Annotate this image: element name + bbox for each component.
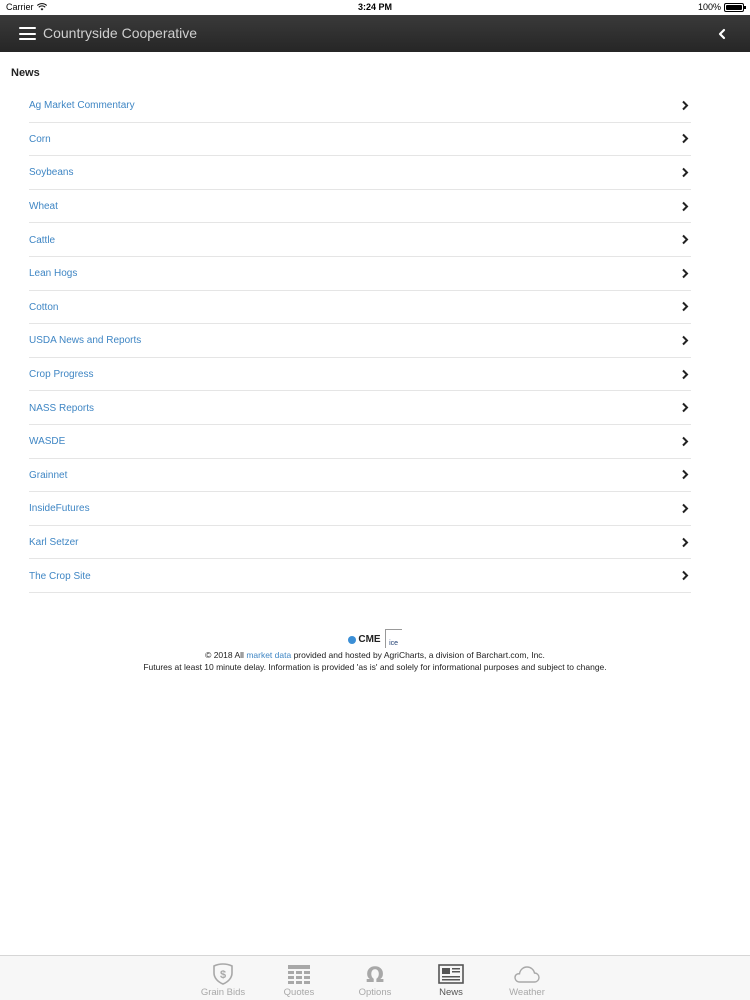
footer	[0, 628, 750, 673]
cme-globe-icon	[348, 636, 356, 644]
copyright-suffix: provided and hosted by AgriCharts, a division of Barchart.com, Inc.	[291, 650, 545, 660]
market-data-link[interactable]: market data	[246, 650, 292, 660]
news-item-lean-hogs[interactable]	[29, 257, 691, 291]
tab-grain-bids[interactable]	[198, 956, 248, 1000]
copyright-line	[0, 649, 750, 661]
svg-text:Ω: Ω	[366, 963, 384, 985]
chevron-right-icon	[681, 537, 689, 548]
battery-percent: 100%	[697, 2, 721, 12]
news-item-cattle[interactable]	[29, 223, 691, 257]
news-item-ag-market-commentary[interactable]	[29, 89, 691, 123]
news-item-label: Cattle	[29, 234, 56, 246]
tab-label: News	[439, 987, 463, 998]
tab-label: Grain Bids	[200, 987, 246, 998]
news-item-corn[interactable]	[29, 123, 691, 157]
chevron-right-icon	[681, 201, 689, 212]
news-item-soybeans[interactable]	[29, 156, 691, 190]
chevron-right-icon	[681, 503, 689, 514]
battery-icon	[724, 3, 744, 12]
hamburger-menu-icon[interactable]	[19, 27, 36, 40]
news-item-label: The Crop Site	[29, 570, 91, 582]
chevron-right-icon	[681, 234, 689, 245]
chevron-right-icon	[681, 167, 689, 178]
tab-label: Quotes	[283, 987, 315, 998]
news-item-label: Soybeans	[29, 167, 74, 179]
news-item-label: Wheat	[29, 201, 58, 213]
news-item-crop-progress[interactable]	[29, 358, 691, 392]
news-item-label: InsideFutures	[29, 503, 90, 515]
tab-bar	[0, 955, 750, 1000]
omega-icon	[361, 963, 389, 985]
news-item-label: Ag Market Commentary	[29, 100, 135, 112]
chevron-right-icon	[681, 100, 689, 111]
chevron-left-icon[interactable]	[716, 27, 728, 41]
news-item-label: Crop Progress	[29, 369, 94, 381]
disclaimer: Futures at least 10 minute delay. Information is provided 'as is' and solely for informational purposes and subject to change.	[143, 662, 607, 672]
exchange-logos	[0, 628, 750, 648]
news-item-the-crop-site[interactable]	[29, 559, 691, 593]
news-item-cotton[interactable]	[29, 291, 691, 325]
chevron-right-icon	[681, 301, 689, 312]
news-item-label: NASS Reports	[29, 402, 95, 414]
news-item-wheat[interactable]	[29, 190, 691, 224]
battery-indicator	[698, 2, 744, 12]
dollar-shield-icon	[209, 963, 237, 985]
table-grid-icon	[285, 963, 313, 985]
page-title: News	[11, 67, 40, 79]
news-item-label: Corn	[29, 133, 51, 145]
svg-text:$: $	[219, 969, 227, 981]
tab-options[interactable]	[350, 956, 400, 1000]
news-item-label: Karl Setzer	[29, 537, 79, 549]
tab-quotes[interactable]	[274, 956, 324, 1000]
carrier-label: Carrier	[6, 2, 34, 12]
chevron-right-icon	[681, 402, 689, 413]
chevron-right-icon	[681, 133, 689, 144]
newspaper-icon	[437, 963, 465, 985]
news-item-wasde[interactable]	[29, 425, 691, 459]
news-item-usda-news-and-reports[interactable]	[29, 324, 691, 358]
cme-logo	[348, 634, 380, 645]
chevron-right-icon	[681, 469, 689, 480]
status-bar	[0, 0, 750, 15]
news-item-label: Cotton	[29, 301, 59, 313]
cme-logo-text: CME	[358, 634, 381, 645]
tab-label: Options	[358, 987, 392, 998]
news-item-label: USDA News and Reports	[29, 335, 142, 347]
ice-logo: ice	[385, 629, 402, 648]
status-time: 3:24 PM	[357, 2, 392, 12]
news-item-nass-reports[interactable]	[29, 391, 691, 425]
tab-news[interactable]	[426, 956, 476, 1000]
tab-weather[interactable]	[502, 956, 552, 1000]
copyright-prefix: © 2018 All	[205, 650, 247, 660]
tab-label: Weather	[509, 987, 545, 998]
app-title: Countryside Cooperative	[43, 25, 198, 41]
chevron-right-icon	[681, 268, 689, 279]
news-item-karl-setzer[interactable]	[29, 526, 691, 560]
news-item-label: Grainnet	[29, 469, 68, 481]
chevron-right-icon	[681, 369, 689, 380]
app-header	[0, 15, 750, 52]
chevron-right-icon	[681, 570, 689, 581]
news-list	[29, 89, 691, 593]
news-item-grainnet[interactable]	[29, 459, 691, 493]
news-item-label: WASDE	[29, 436, 66, 448]
chevron-right-icon	[681, 436, 689, 447]
chevron-right-icon	[681, 335, 689, 346]
news-item-label: Lean Hogs	[29, 268, 78, 280]
news-item-insidefutures[interactable]	[29, 492, 691, 526]
cloud-icon	[513, 963, 541, 985]
